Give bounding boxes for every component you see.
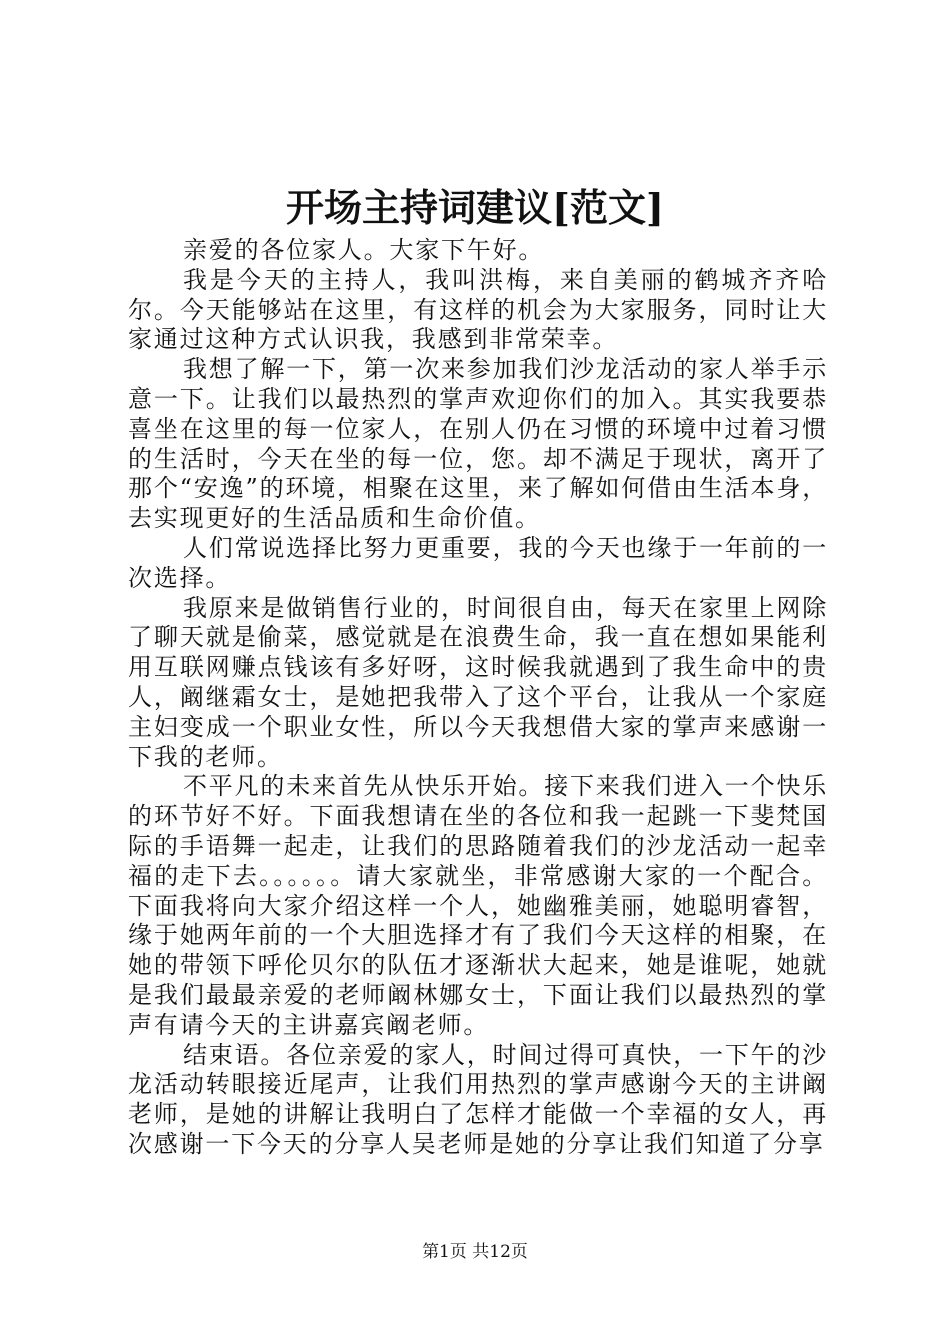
- document-title: 开场主持词建议[范文]: [286, 185, 664, 230]
- paragraph-greeting: 亲爱的各位家人。大家下午好。: [183, 236, 545, 264]
- document-body: [128, 236, 828, 1160]
- paragraph-background: 我原来是做销售行业的，时间很自由，每天在家里上网除了聊天就是偷菜，感觉就是在浪费生命，我一直在想如果能利用互联网赚点钱该有多好呀，这时候我就遇到了我生命中的贵人，阚继霜女士，是她把我带入了这个平台，让我从一个家庭主妇变成一个职业女性，所以今天我想借大家的掌声来感谢一下我的老师。: [128, 593, 828, 771]
- paragraph-self-intro: 我是今天的主持人，我叫洪梅，来自美丽的鹤城齐齐哈尔。今天能够站在这里，有这样的机会为大家服务，同时让大家通过这种方式认识我，我感到非常荣幸。: [128, 265, 828, 354]
- paragraph-closing: 结束语。各位亲爱的家人，时间过得可真快，一下午的沙龙活动转眼接近尾声，让我们用热烈的掌声感谢今天的主讲阚老师，是她的讲解让我明白了怎样才能做一个幸福的女人，再次感谢一下今天的分享人吴老师是她的分享让我们知道了分享: [128, 1040, 828, 1158]
- page-number: 第1页 共12页: [422, 1242, 528, 1262]
- paragraph-introduction: 不平凡的未来首先从快乐开始。接下来我们进入一个快乐的环节好不好。下面我想请在坐的各位和我一起跳一下斐梵国际的手语舞一起走，让我们的思路随着我们的沙龙活动一起幸福的走下去。。。。。。请大家就坐，非常感谢大家的一个配合。下面我将向大家介绍这样一个人，她幽雅美丽，她聪明睿智，缘于她两年前的一个大胆选择才有了我们今天这样的相聚，在她的带领下呼伦贝尔的队伍才逐渐状大起来，她是谁呢，她就是我们最最亲爱的老师阚林娜女士，下面让我们以最热烈的掌声有请今天的主讲嘉宾阚老师。: [128, 772, 828, 1039]
- paragraph-welcome: 我想了解一下，第一次来参加我们沙龙活动的家人举手示意一下。让我们以最热烈的掌声欢迎你们的加入。其实我要恭喜坐在这里的每一位家人，在别人仍在习惯的环境中过着习惯的生活时，今天在坐的每一位，您。却不满足于现状，离开了那个“安逸”的环境，相聚在这里，来了解如何借由生活本身，去实现更好的生活品质和生命价值。: [128, 355, 828, 533]
- paragraph-choice: 人们常说选择比努力更重要，我的今天也缘于一年前的一次选择。: [128, 533, 828, 592]
